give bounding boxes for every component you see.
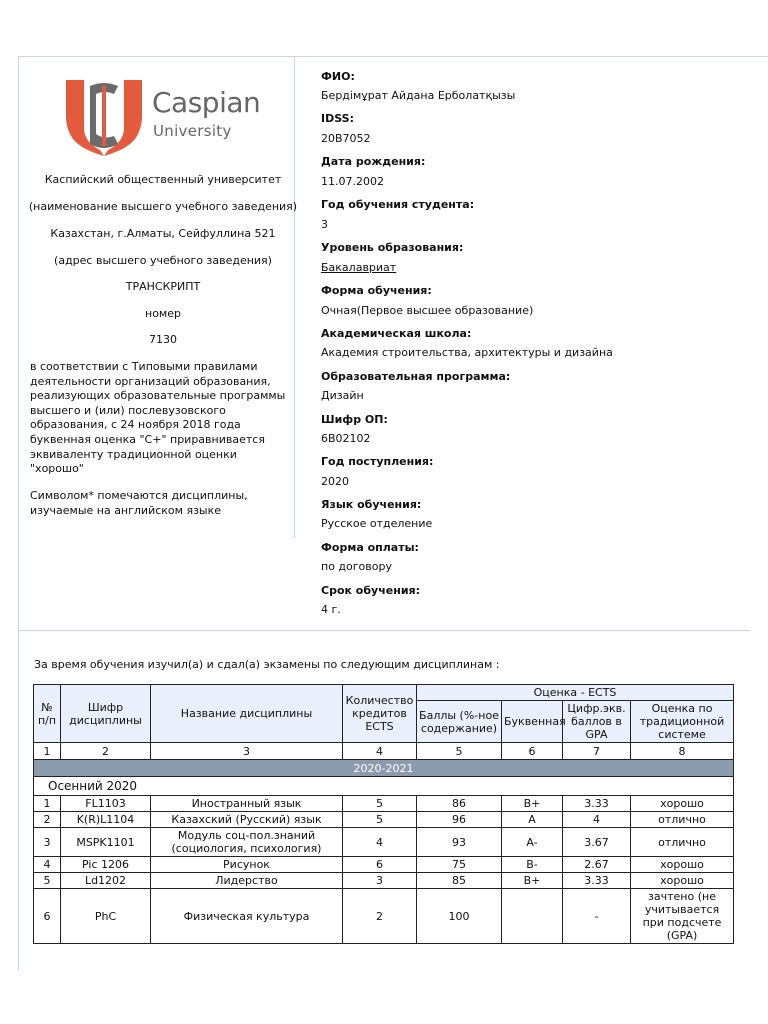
field-label-language: Язык обучения: [321,498,422,511]
academic-year-row [34,760,734,777]
header-traditional: Оценка по традиционной системе [631,701,734,743]
row-num: 6 [34,889,61,944]
row-credits: 2 [343,889,417,944]
row-gpa: 2.67 [563,857,631,873]
grading-note: в соответствии с Типовыми правилами деятельности организаций образования, реализующих образовательные программы высшего и (или) послевузовского образования, с 24 ноября 2018 года буквенная оценка "C+" приравнивается эквиваленту традиционной оценки "хорошо" [30,360,286,476]
row-code: Ld1202 [61,873,151,889]
field-label-study-year: Год обучения студента: [321,198,475,211]
field-value-admission-year: 2020 [321,475,349,488]
header-credits: Количество кредитов ECTS [343,685,417,743]
field-value-education-level[interactable]: Бакалавриат [321,261,397,274]
column-number: 4 [343,743,417,760]
semester-title: Осенний 2020 [34,777,734,796]
top-border [18,56,768,57]
column-divider [294,56,295,538]
field-label-birthdate: Дата рождения: [321,155,426,168]
field-value-academic-school: Академия строительства, архитектуры и дизайна [321,346,613,359]
column-number: 5 [417,743,502,760]
header-letter: Буквенная [502,701,563,743]
row-gpa: 3.33 [563,796,631,812]
row-traditional: хорошо [631,796,734,812]
row-code: K(R)L1104 [61,812,151,828]
row-letter: B+ [502,796,563,812]
row-letter: B+ [502,873,563,889]
row-traditional: хорошо [631,873,734,889]
transcript-intro: За время обучения изучил(а) и сдал(а) экзамены по следующим дисциплинам : [34,658,500,671]
university-logo [62,78,262,160]
row-discipline: Лидерство [151,873,343,889]
header-num: № п/п [34,685,61,743]
row-letter: A- [502,828,563,857]
caspian-shield-icon [62,78,146,160]
row-credits: 5 [343,796,417,812]
section-divider [18,630,750,631]
row-points: 93 [417,828,502,857]
row-code: PhC [61,889,151,944]
field-label-academic-school: Академическая школа: [321,327,472,340]
header-name: Название дисциплины [151,685,343,743]
field-value-language: Русское отделение [321,517,433,530]
field-label-payment: Форма оплаты: [321,541,419,554]
university-caption: (наименование высшего учебного заведения) [28,200,298,213]
address-caption: (адрес высшего учебного заведения) [54,254,272,267]
field-label-duration: Срок обучения: [321,584,420,597]
row-discipline: Модуль соц-пол.знаний (социология, психология) [151,828,343,857]
row-num: 2 [34,812,61,828]
row-traditional: хорошо [631,857,734,873]
field-value-study-year: 3 [321,218,328,231]
row-traditional: отлично [631,828,734,857]
table-row [34,889,734,944]
row-points: 85 [417,873,502,889]
row-gpa: 4 [563,812,631,828]
row-num: 4 [34,857,61,873]
field-value-duration: 4 г. [321,603,341,616]
table-row [34,857,734,873]
field-value-idss: 20B7052 [321,132,371,145]
header-gpa: Цифр.экв. баллов в GPA [563,701,631,743]
table-row [34,873,734,889]
field-label-program: Образовательная программа: [321,370,511,383]
table-row [34,828,734,857]
row-points: 96 [417,812,502,828]
field-value-fio: Бердімұрат Айдана Ерболатқызы [321,89,516,102]
field-label-fio: ФИО: [321,70,355,83]
column-number-row [34,743,734,760]
row-points: 86 [417,796,502,812]
column-number: 2 [61,743,151,760]
field-value-study-form: Очная(Первое высшее образование) [321,304,534,317]
field-value-program-code: 6B02102 [321,432,371,445]
row-gpa: 3.33 [563,873,631,889]
logo-name: Caspian [152,86,261,119]
row-letter: A [502,812,563,828]
field-label-program-code: Шифр ОП: [321,413,388,426]
field-value-payment: по договору [321,560,392,573]
row-letter: B- [502,857,563,873]
row-code: Pic 1206 [61,857,151,873]
document-type: ТРАНСКРИПТ [125,280,201,293]
row-traditional: зачтено (не учитывается при подсчете (GPA) [631,889,734,944]
row-num: 3 [34,828,61,857]
header-points: Баллы (%-ное содержание) [417,701,502,743]
academic-year: 2020-2021 [34,760,734,777]
column-number: 8 [631,743,734,760]
university-name: Каспийский общественный университет [44,173,282,186]
row-credits: 5 [343,812,417,828]
field-value-birthdate: 11.07.2002 [321,175,384,188]
header-code: Шифр дисциплины [61,685,151,743]
transcript-table [33,684,734,944]
row-discipline: Рисунок [151,857,343,873]
row-code: MSPK1101 [61,828,151,857]
row-traditional: отлично [631,812,734,828]
row-discipline: Казахский (Русский) язык [151,812,343,828]
column-number: 3 [151,743,343,760]
number-label: номер [145,307,181,320]
english-symbol-note: Символом* помечаются дисциплины, изучаемые на английском языке [30,489,248,517]
row-num: 1 [34,796,61,812]
row-points: 75 [417,857,502,873]
field-label-study-form: Форма обучения: [321,284,432,297]
row-gpa: 3.67 [563,828,631,857]
row-credits: 3 [343,873,417,889]
field-label-idss: IDSS: [321,112,354,125]
semester-row [34,777,734,796]
row-discipline: Иностранный язык [151,796,343,812]
row-letter [502,889,563,944]
header-ects-group: Оценка - ECTS [417,685,734,701]
column-number: 7 [563,743,631,760]
field-label-admission-year: Год поступления: [321,455,434,468]
field-value-program: Дизайн [321,389,364,402]
row-code: FL1103 [61,796,151,812]
transcript-number: 7130 [149,333,177,346]
row-credits: 6 [343,857,417,873]
row-points: 100 [417,889,502,944]
row-num: 5 [34,873,61,889]
table-row [34,796,734,812]
column-number: 6 [502,743,563,760]
logo-subname: University [153,122,232,140]
row-discipline: Физическая культура [151,889,343,944]
university-address: Казахстан, г.Алматы, Сейфуллина 521 [50,227,276,240]
field-label-education-level: Уровень образования: [321,241,464,254]
row-gpa: - [563,889,631,944]
column-number: 1 [34,743,61,760]
row-credits: 4 [343,828,417,857]
table-row [34,812,734,828]
left-border [18,56,19,970]
